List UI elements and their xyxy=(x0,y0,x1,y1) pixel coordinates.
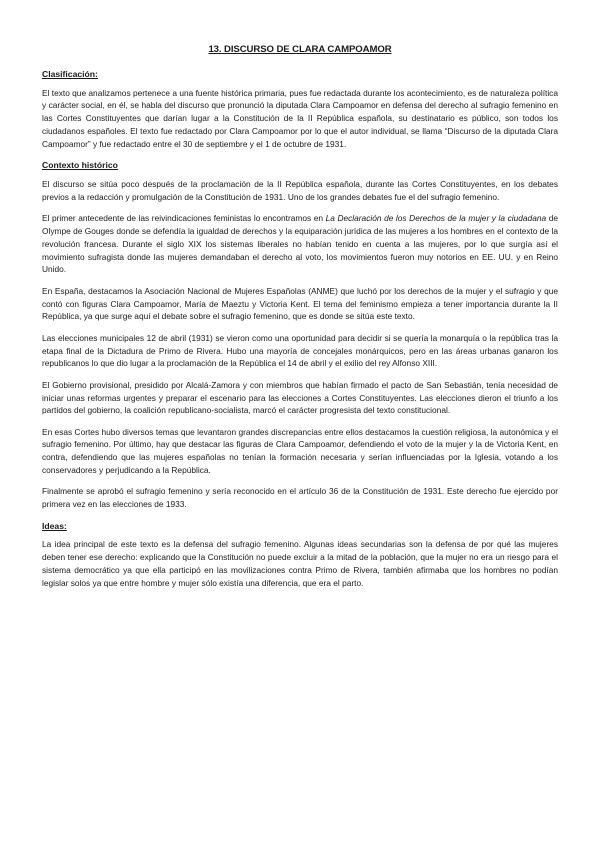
section-clasificacion xyxy=(42,68,558,151)
section-heading-ideas: Ideas: xyxy=(42,520,67,531)
paragraph-clasificacion: El texto que analizamos pertenece a una fuente histórica primaria, pues fue redactada durante los acontecimiento, es de naturaleza política y carácter social, en él, se habla del discurso que pronunció la diputada Clara Campoamor en defensa del derecho al sufragio femenino en las Cortes Constituyentes que darían lugar a la Constitución de la II República española, su destinatario es público, son todos los ciudadanos españoles. El texto fue redactado por Clara Campoamor por lo que el autor individual, se llama “Discurso de la diputada Clara Campoamor” y fue redactado entre el 30 de septiembre y el 1 de octubre de 1931. xyxy=(42,87,558,149)
declaration-title-italic: La Declaración de los Derechos de la mujer y la ciudadana xyxy=(325,213,547,224)
document-page xyxy=(42,44,558,598)
section-heading-clasificacion: Clasificación: xyxy=(42,68,98,79)
paragraph-contexto-3: En España, destacamos la Asociación Nacional de Mujeres Españolas (ANME) que luchó por los derechos de la mujer y el sufragio y que contó con figuras Clara Campoamor, María de Maeztu y Victoria Kent. El tema del feminismo empieza a tener importancia durante la II República, ya que surge aquí el debate sobre el sufragio femenino, que es donde se sitúa este texto. xyxy=(42,285,558,322)
paragraph-ideas: La idea principal de este texto es la defensa del sufragio femenino. Algunas ideas secundarias son la defensa de por qué las mujeres deben tener ese derecho: explicando que la Constitución no puede excluir a la mitad de la población, que la mujer no era un riesgo para el sistema democrático ya que ella participó en las movilizaciones contra Primo de Rivera, también afirmaba que los hombres no podían legislar solos ya que entre hombre y mujer sólo existía una diferencia, que era el parto. xyxy=(42,539,558,588)
section-ideas xyxy=(42,520,558,590)
paragraph-contexto-6: En esas Cortes hubo diversos temas que levantaron grandes discrepancias entre ellos destacamos la cuestión religiosa, la autonómica y el sufragio femenino. Por último, hay que destacar las figuras de Clara Campoamor, defendiendo el voto de la mujer y la de Victoria Kent, en contra, defendiendo que las mujeres españolas no tenían la formación necesaria y serían influenciadas por la Iglesia, votando a los conservadores y perjudicando a la República. xyxy=(42,426,558,476)
paragraph-contexto-7: Finalmente se aprobó el sufragio femenino y sería reconocido en el artículo 36 de la Constitución de 1931. Este derecho fue ejercido por primera vez en las elecciones de 1933. xyxy=(42,486,558,510)
paragraph-contexto-2-text-b: de Olympe de Gouges donde se defendía la igualdad de derechos y la equiparación jurídica de las mujeres a los hombres en el contexto de la revolución francesa. Durante el siglo XIX los sistemas liberales no habían tenido en cuenta a las mujeres, por lo que surgía así el movimiento sufragista donde las mujeres demandaban el derecho al voto, los movimientos fueron muy notorios en EE. UU. y en Reino Unido. xyxy=(42,213,558,275)
document-title: 13. DISCURSO DE CLARA CAMPOAMOR xyxy=(208,44,392,55)
paragraph-contexto-5: El Gobierno provisional, presidido por Alcalá-Zamora y con miembros que habían firmado el pacto de San Sebastián, tenía necesidad de iniciar unas reformas urgentes y preparar el escenario para las elecciones a Cortes Constituyentes. Las elecciones dieron el triunfo a los partidos del gobierno, la coalición republicano-socialista, marcó el carácter progresista del texto constitucional. xyxy=(42,379,558,416)
section-heading-contexto: Contexto histórico xyxy=(42,160,118,171)
paragraph-contexto-1: El discurso se sitúa poco después de la proclamación de la II República española, durante las Cortes Constituyentes, en los debates previos a la redacción y promulgación de la Constitución de 1931. Uno de los grandes debates fue el del sufragio femenino. xyxy=(42,178,558,202)
paragraph-contexto-2 xyxy=(42,212,558,276)
section-contexto-historico xyxy=(42,159,558,511)
paragraph-contexto-2-text-a: El primer antecedente de las reivindicaciones feministas lo encontramos en xyxy=(42,213,326,224)
paragraph-contexto-4: Las elecciones municipales 12 de abril (1931) se vieron como una oportunidad para decidir si se quería la monarquía o la república tras la etapa final de la Dictadura de Primo de Rivera. Hubo una mayoría de concejales monárquicos, pero en las áreas urbanas ganaron los republicanos lo que dio lugar a la proclamación de la República el 14 de abril y el exilio del rey Alfonso XIII. xyxy=(42,332,558,369)
